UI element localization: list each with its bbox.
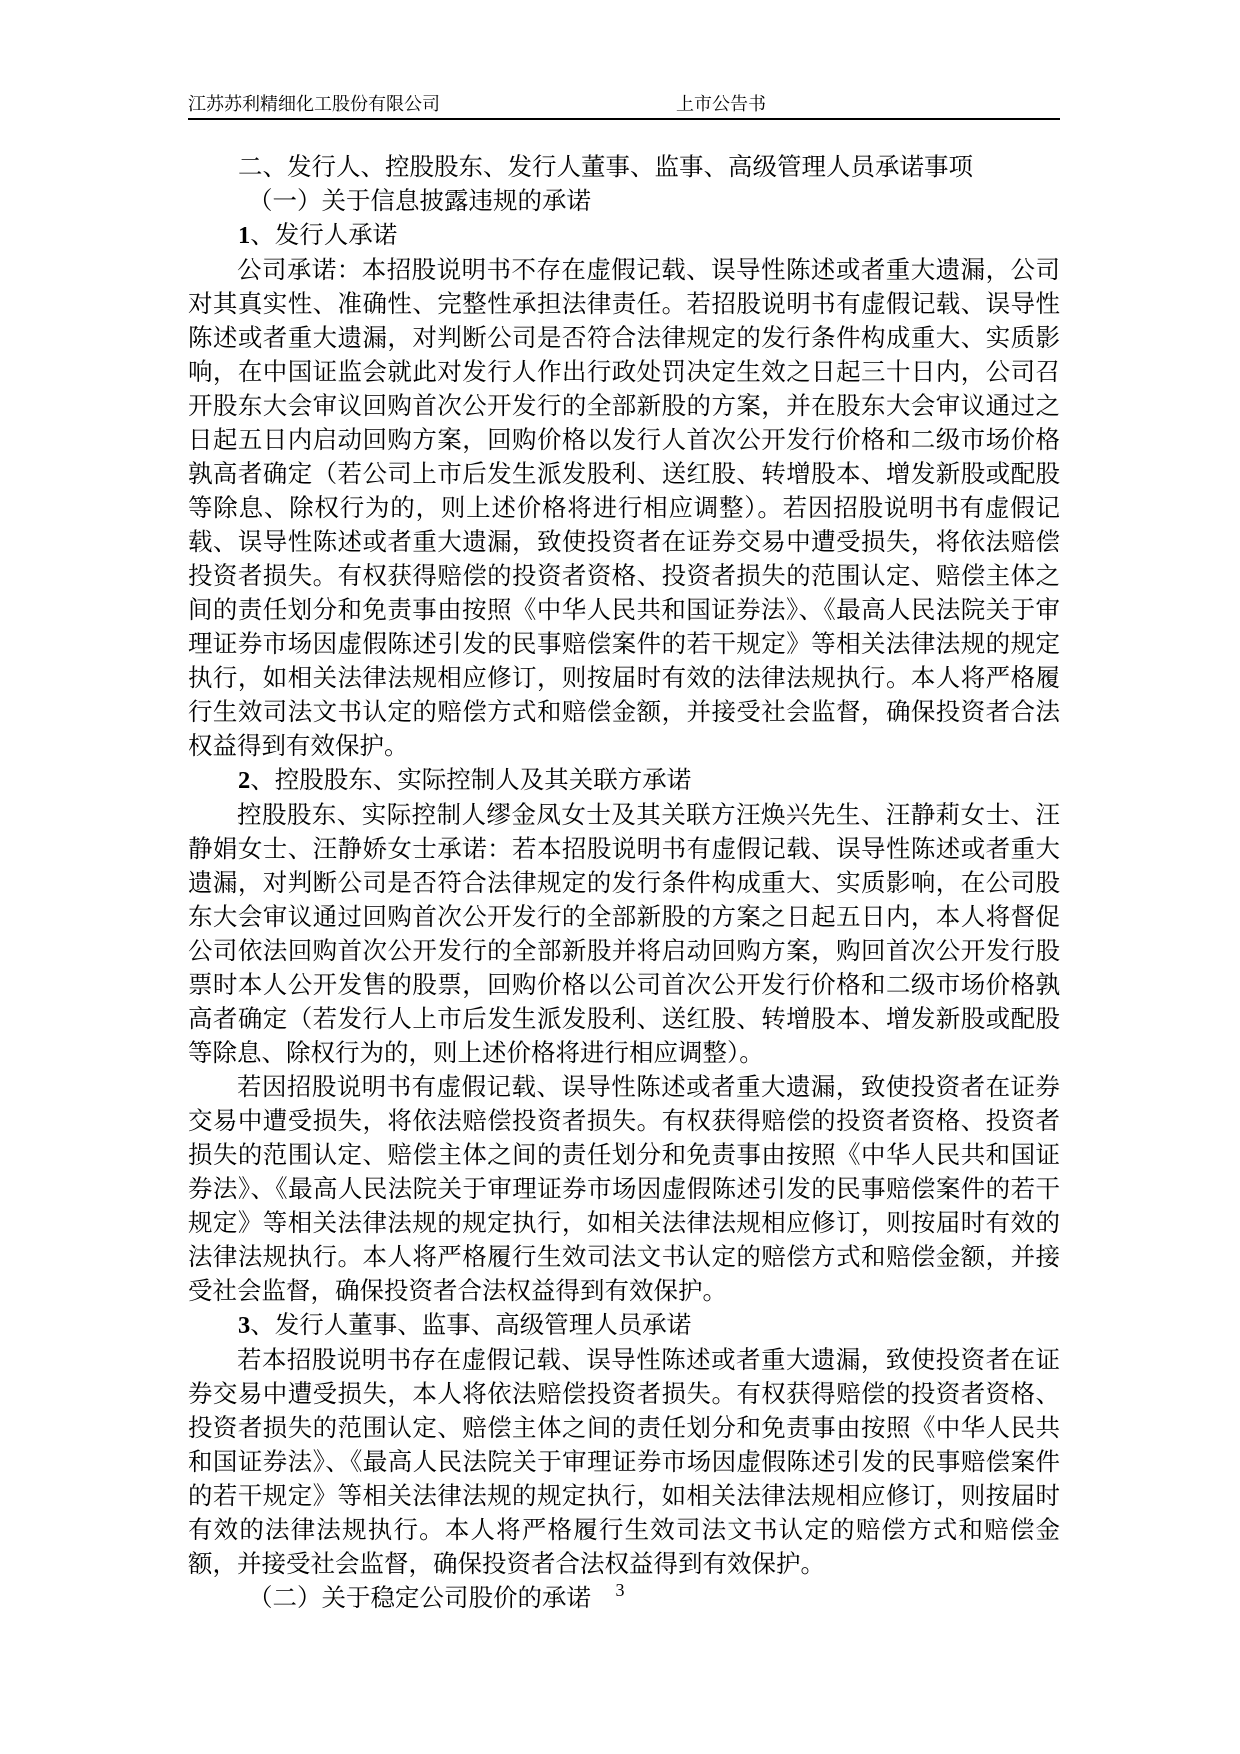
subsection-title-1: （一）关于信息披露违规的承诺 bbox=[248, 186, 591, 215]
company-name: 江苏苏利精细化工股份有限公司 bbox=[188, 94, 440, 115]
item-title-2: 、控股股东、实际控制人及其关联方承诺 bbox=[250, 765, 692, 794]
paragraph-2: 控股股东、实际控制人缪金凤女士及其关联方汪焕兴先生、汪静莉女士、汪静娟女士、汪静娇女士承诺：若本招股说明书有虚假记载、误导性陈述或者重大遗漏，对判断公司是否符合法律规定的发行条件构成重大、实质影响，在公司股东大会审议通过回购首次公开发行的全部新股的方案之日起五日内，本人将督促公司依法回购首次公开发行的全部新股并将启动回购方案，购回首次公开发行股票时本人公开发售的股票，回购价格以公司首次公开发行价格和二级市场价格孰高者确定（若发行人上市后发生派发股利、送红股、转增股本、增发新股或配股等除息、除权行为的，则上述价格将进行相应调整）。 bbox=[188, 800, 1060, 1067]
item-title-1: 、发行人承诺 bbox=[250, 220, 398, 249]
page-number: 3 bbox=[615, 1580, 625, 1600]
item-number-1: 1 bbox=[238, 222, 251, 249]
document-type: 上市公告书 bbox=[676, 94, 766, 115]
item-title-3: 、发行人董事、监事、高级管理人员承诺 bbox=[250, 1310, 692, 1339]
paragraph-1: 公司承诺：本招股说明书不存在虚假记载、误导性陈述或者重大遗漏，公司对其真实性、准确性、完整性承担法律责任。若招股说明书有虚假记载、误导性陈述或者重大遗漏，对判断公司是否符合法律规定的发行条件构成重大、实质影响，在中国证监会就此对发行人作出行政处罚决定生效之日起三十日内，公司召开股东大会审议回购首次公开发行的全部新股的方案，并在股东大会审议通过之日起五日内启动回购方案，回购价格以发行人首次公开发行价格和二级市场价格孰高者确定（若公司上市后发生派发股利、送红股、转增股本、增发新股或配股等除息、除权行为的，则上述价格将进行相应调整）。若因招股说明书有虚假记载、误导性陈述或者重大遗漏，致使投资者在证券交易中遭受损失，将依法赔偿投资者损失。有权获得赔偿的投资者资格、投资者损失的范围认定、赔偿主体之间的责任划分和免责事由按照《中华人民共和国证券法》、《最高人民法院关于审理证券市场因虚假陈述引发的民事赔偿案件的若干规定》等相关法律法规的规定执行，如相关法律法规相应修订，则按届时有效的法律法规执行。本人将严格履行生效司法文书认定的赔偿方式和赔偿金额，并接受社会监督，确保投资者合法权益得到有效保护。 bbox=[188, 255, 1060, 760]
paragraph-4: 若本招股说明书存在虚假记载、误导性陈述或者重大遗漏，致使投资者在证券交易中遭受损失，本人将依法赔偿投资者损失。有权获得赔偿的投资者资格、投资者损失的范围认定、赔偿主体之间的责任划分和免责事由按照《中华人民共和国证券法》、《最高人民法院关于审理证券市场因虚假陈述引发的民事赔偿案件的若干规定》等相关法律法规的规定执行，如相关法律法规相应修订，则按届时有效的法律法规执行。本人将严格履行生效司法文书认定的赔偿方式和赔偿金额，并接受社会监督，确保投资者合法权益得到有效保护。 bbox=[188, 1345, 1060, 1578]
item-heading-2 bbox=[188, 763, 1060, 798]
subsection-title-2: （二）关于稳定公司股价的承诺 bbox=[248, 1583, 591, 1612]
item-heading-1 bbox=[188, 218, 1060, 253]
document-body bbox=[188, 150, 1060, 1615]
section-title: 二、发行人、控股股东、发行人董事、监事、高级管理人员承诺事项 bbox=[238, 152, 973, 181]
paragraph-3: 若因招股说明书有虚假记载、误导性陈述或者重大遗漏，致使投资者在证券交易中遭受损失，将依法赔偿投资者损失。有权获得赔偿的投资者资格、投资者损失的范围认定、赔偿主体之间的责任划分和免责事由按照《中华人民共和国证券法》、《最高人民法院关于审理证券市场因虚假陈述引发的民事赔偿案件的若干规定》等相关法律法规的规定执行，如相关法律法规相应修订，则按届时有效的法律法规执行。本人将严格履行生效司法文书认定的赔偿方式和赔偿金额，并接受社会监督，确保投资者合法权益得到有效保护。 bbox=[188, 1072, 1060, 1305]
item-number-2: 2 bbox=[238, 767, 251, 794]
item-heading-3 bbox=[188, 1308, 1060, 1343]
page-header bbox=[188, 88, 1060, 120]
item-number-3: 3 bbox=[238, 1312, 251, 1339]
